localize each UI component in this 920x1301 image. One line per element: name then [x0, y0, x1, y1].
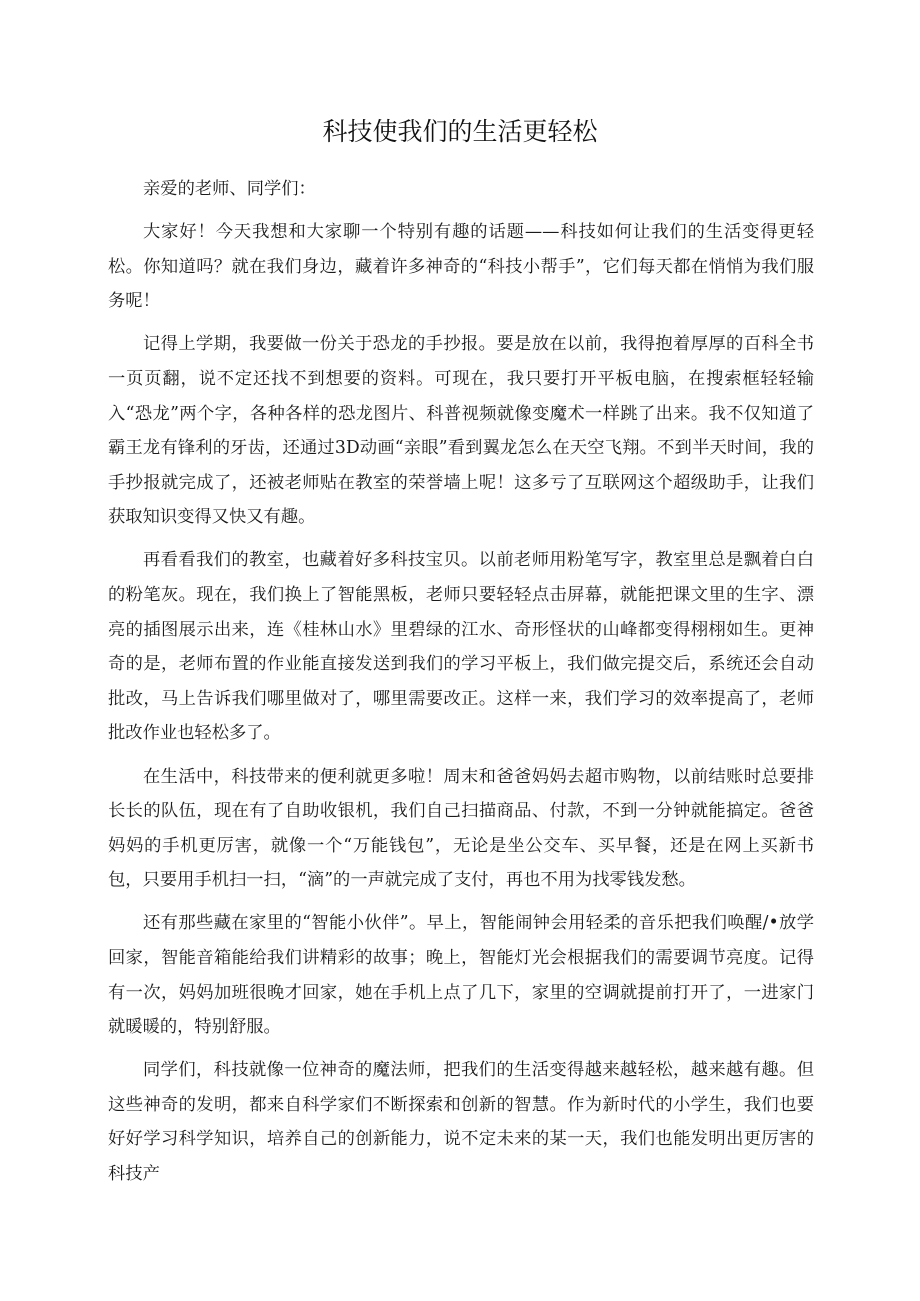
paragraph: 还有那些藏在家里的“智能小伙伴”。早上，智能闹钟会用轻柔的音乐把我们唤醒/•放学回家，智能音箱能给我们讲精彩的故事；晚上，智能灯光会根据我们的需要调节亮度。记得有一次，妈妈加班很晚才回家，她在手机上点了几下，家里的空调就提前打开了，一进家门就暖暖的，特别舒服。 — [108, 913, 814, 1038]
paragraph: 同学们，科技就像一位神奇的魔法师，把我们的生活变得越来越轻松，越来越有趣。但这些神奇的发明，都来自科学家们不断探索和创新的智慧。作为新时代的小学生，我们也要好好学习科学知识，培养自己的创新能力，说不定未来的某一天，我们也能发明出更厉害的科技产 — [108, 1060, 814, 1185]
salutation: 亲爱的老师、同学们： — [143, 179, 316, 199]
paragraph: 大家好！今天我想和大家聊一个特别有趣的话题——科技如何让我们的生活变得更轻松。你知道吗？就在我们身边，藏着许多神奇的“科技小帮手”，它们每天都在悄悄为我们服务呢！ — [108, 222, 814, 312]
document-title: 科技使我们的生活更轻松 — [322, 117, 598, 146]
paragraph: 在生活中，科技带来的便利就更多啦！周末和爸爸妈妈去超市购物，以前结账时总要排长长的队伍，现在有了自助收银机，我们自己扫描商品、付款，不到一分钟就能搞定。爸爸妈妈的手机更厉害，就像一个“万能钱包”，无论是坐公交车、买早餐，还是在网上买新书包，只要用手机扫一扫，“滴”的一声就完成了支付，再也不用为找零钱发愁。 — [108, 766, 814, 891]
paragraph: 再看看我们的教室，也藏着好多科技宝贝。以前老师用粉笔写字，教室里总是飘着白白的粉笔灰。现在，我们换上了智能黑板，老师只要轻轻点击屏幕，就能把课文里的生字、漂亮的插图展示出来，连《桂林山水》里碧绿的江水、奇形怪状的山峰都变得栩栩如生。更神奇的是，老师布置的作业能直接发送到我们的学习平板上，我们做完提交后，系统还会自动批改，马上告诉我们哪里做对了，哪里需要改正。这样一来，我们学习的效率提高了，老师批改作业也轻松多了。 — [108, 550, 814, 744]
paragraph: 记得上学期，我要做一份关于恐龙的手抄报。要是放在以前，我得抱着厚厚的百科全书一页页翻，说不定还找不到想要的资料。可现在，我只要打开平板电脑，在搜索框轻轻输入“恐龙”两个字，各种各样的恐龙图片、科普视频就像变魔术一样跳了出来。我不仅知道了霸王龙有锋利的牙齿，还通过3D动画“亲眼”看到翼龙怎么在天空飞翔。不到半天时间，我的手抄报就完成了，还被老师贴在教室的荣誉墙上呢！这多亏了互联网这个超级助手，让我们获取知识变得又快又有趣。 — [108, 334, 814, 528]
document-body — [108, 172, 814, 1200]
